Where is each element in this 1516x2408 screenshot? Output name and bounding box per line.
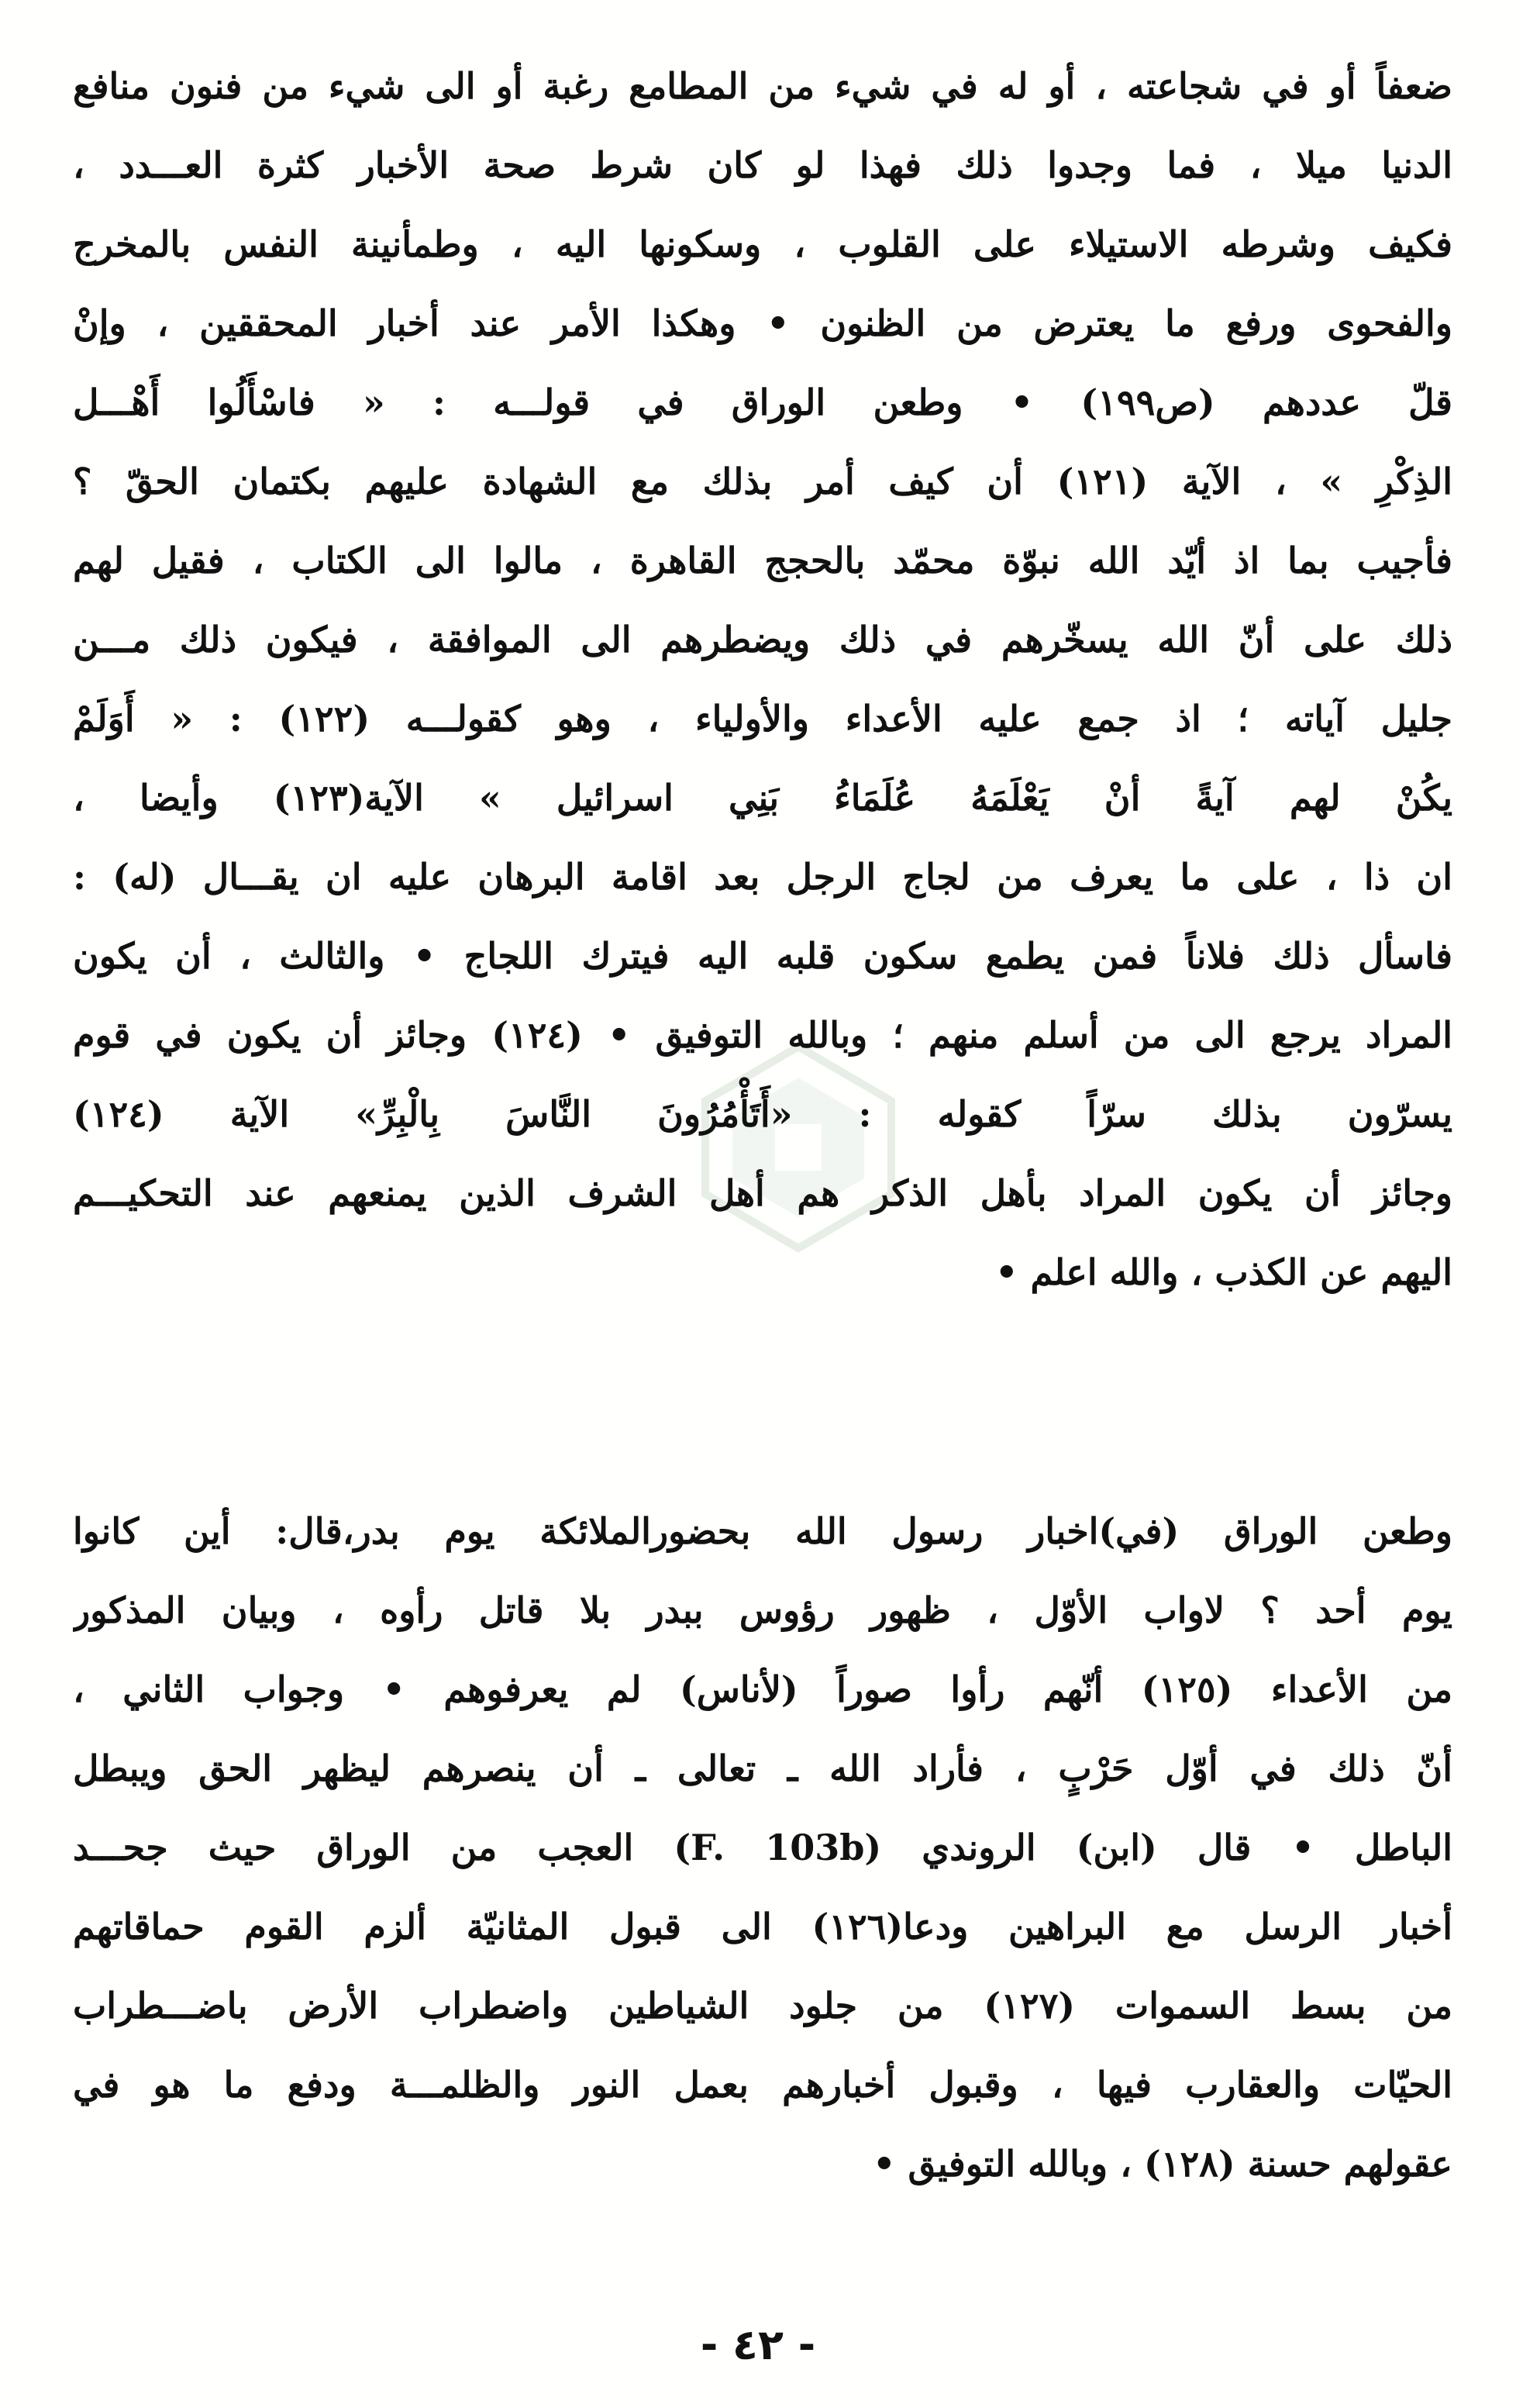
text-line: يكُنْ لهم آيةً أنْ يَعْلَمَهُ عُلَمَاءُ بَنِي اسرائيل » الآية(١٢٣) وأيضا ، [73,777,1452,819]
text-line: يوم أحد ؟ لاواب الأوّل ، ظهور رؤوس ببدر بلا قاتل رأوه ، وبيان المذكور [73,1589,1452,1631]
text-line: وطعن الوراق (في)اخبار رسول الله بحضورالملائكة يوم بدر،قال: أين كانوا [73,1510,1452,1552]
text-line: جليل آياته ؛ اذ جمع عليه الأعداء والأولياء ، وهو كقولـــه (١٢٢) : « أَوَلَمْ [73,698,1452,740]
text-line: ذلك على أنّ الله يسخّرهم في ذلك ويضطرهم الى الموافقة ، فيكون ذلك مـــن [73,619,1452,661]
text-line: قلّ عددهم (ص١٩٩) • وطعن الوراق في قولـــه : « فاسْأَلُوا أَهْـــل [73,381,1452,423]
text-line: الباطل • قال (ابن) الروندي (F. 103b) العجب من الوراق حيث جحـــد [73,1827,1452,1868]
text-line: عقولهم حسنة (١٢٨) ، وبالله التوفيق • [873,2143,1452,2185]
text-line: أنّ ذلك في أوّل حَرْبٍ ، فأراد الله ـ تعالى ـ أن ينصرهم ليظهر الحق ويبطل [73,1747,1452,1789]
text-line: الدنيا ميلا ، فما وجدوا ذلك فهذا لو كان شرط صحة الأخبار كثرة العـــدد ، [73,144,1452,186]
text-line: يسرّون بذلك سرّاً كقوله : «أَتَأْمُرُونَ النَّاسَ بِالْبِرِّ» الآية (١٢٤) [73,1093,1452,1135]
text-line: ان ذا ، على ما يعرف من لجاج الرجل بعد اقامة البرهان عليه ان يقـــال (له) : [73,856,1452,898]
text-line: الذِكْرِ » ، الآية (١٢١) أن كيف أمر بذلك مع الشهادة عليهم بكتمان الحقّ ؟ [73,461,1452,502]
text-line: ضعفاً أو في شجاعته ، أو له في شيء من المطامع رغبة أو الى شيء من فنون منافع [73,65,1452,107]
text-line: فأجيب بما اذ أيّد الله نبوّة محمّد بالحجج القاهرة ، مالوا الى الكتاب ، فقيل لهم [73,540,1452,581]
paragraph-1 [73,47,1452,1312]
text-line: من بسط السموات (١٢٧) من جلود الشياطين واضطراب الأرض باضـــطراب [73,1985,1452,2027]
text-line: فاسأل ذلك فلاناً فمن يطمع سكون قلبه اليه فيترك اللجاج • والثالث ، أن يكون [73,935,1452,977]
text-line: اليهم عن الكذب ، والله اعلم • [995,1251,1452,1293]
paragraph-2 [73,1492,1452,2203]
text-line: المراد يرجع الى من أسلم منهم ؛ وبالله التوفيق • (١٢٤) وجائز أن يكون في قوم [73,1014,1452,1056]
text-line: والفحوى ورفع ما يعترض من الظنون • وهكذا الأمر عند أخبار المحققين ، وإنْ [73,302,1452,344]
text-line: من الأعداء (١٢٥) أنّهم رأوا صوراً (لأناس) لم يعرفوهم • وجواب الثاني ، [73,1668,1452,1710]
page-number: - ٤٢ - [700,2320,816,2369]
text-line: الحيّات والعقارب فيها ، وقبول أخبارهم بعمل النور والظلمـــة ودفع ما هو في [73,2064,1452,2106]
text-line: أخبار الرسل مع البراهين ودعا(١٢٦) الى قبول المثانيّة ألزم القوم حماقاتهم [73,1906,1452,1947]
text-line: فكيف وشرطه الاستيلاء على القلوب ، وسكونها اليه ، وطمأنينة النفس بالمخرج [73,223,1452,265]
text-line: وجائز أن يكون المراد بأهل الذكر هم أهل الشرف الذين يمنعهم عند التحكيـــم [73,1172,1452,1214]
